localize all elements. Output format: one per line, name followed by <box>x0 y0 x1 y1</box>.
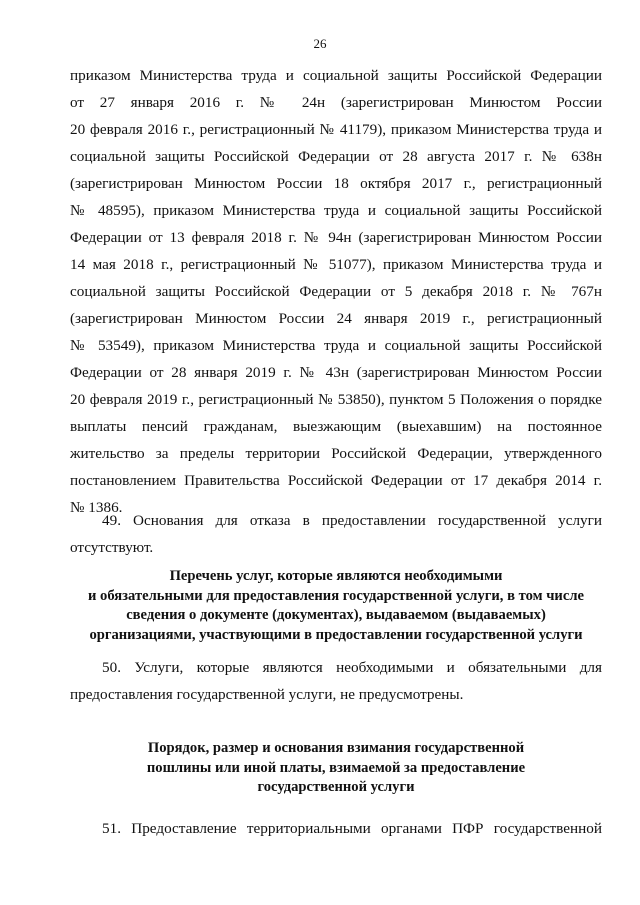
text-line: № 1386. <box>70 499 123 516</box>
text-line: отсутствуют. <box>70 539 154 556</box>
text-line: 50. Услуги, которые являются необходимыми и обязательными для <box>102 659 602 676</box>
text-line: № 48595), приказом Министерства труда и социальной защиты Российской <box>70 202 602 219</box>
text-line: (зарегистрирован Минюстом России 18 октября 2017 г., регистрационный <box>70 175 602 192</box>
text-line: жительство за пределы территории Российской Федерации, утвержденного <box>70 445 602 462</box>
text-line: Федерации от 13 февраля 2018 г. № 94н (зарегистрирован Минюстом России <box>70 229 602 246</box>
text-line: от 27 января 2016 г. № 24н (зарегистрирован Минюстом России <box>70 94 602 111</box>
text-line: Федерации от 28 января 2019 г. № 43н (зарегистрирован Минюстом России <box>70 364 602 381</box>
heading-line: государственной услуги <box>257 779 415 795</box>
text-line: 49. Основания для отказа в предоставлении государственной услуги <box>102 512 602 529</box>
page-number: 26 <box>313 36 327 51</box>
text-line: приказом Министерства труда и социальной защиты Российской Федерации <box>70 67 602 84</box>
text-line: (зарегистрирован Минюстом России 24 января 2019 г., регистрационный <box>70 310 602 327</box>
heading-line: сведения о документе (документах), выдаваемом (выдаваемых) <box>126 607 546 623</box>
heading-line: и обязательными для предоставления государственной услуги, в том числе <box>88 587 584 604</box>
text-line: социальной защиты Российской Федерации от 5 декабря 2018 г. № 767н <box>70 283 602 300</box>
text-line: 20 февраля 2016 г., регистрационный № 41179), приказом Министерства труда и <box>70 121 602 138</box>
paragraph-50 <box>70 654 602 708</box>
text-line: 14 мая 2018 г., регистрационный № 51077), приказом Министерства труда и <box>70 256 602 273</box>
text-line: социальной защиты Российской Федерации от 28 августа 2017 г. № 638н <box>70 148 602 165</box>
heading-line: организациями, участвующими в предоставлении государственной услуги <box>89 626 583 643</box>
text-line: 20 февраля 2019 г., регистрационный № 53850), пунктом 5 Положения о порядке <box>70 391 602 408</box>
text-line: № 53549), приказом Министерства труда и социальной защиты Российской <box>70 337 602 354</box>
section-heading-services-list <box>52 567 620 645</box>
text-line: постановлением Правительства Российской Федерации от 17 декабря 2014 г. <box>70 472 602 489</box>
heading-line: Перечень услуг, которые являются необходимыми <box>169 568 503 584</box>
paragraph-48-continuation <box>70 62 602 521</box>
text-line: 51. Предоставление территориальными органами ПФР государственной <box>102 820 602 837</box>
section-heading-fees <box>70 739 602 798</box>
paragraph-51 <box>70 815 602 842</box>
heading-line: Порядок, размер и основания взимания государственной <box>147 740 525 756</box>
heading-line: пошлины или иной платы, взимаемой за предоставление <box>146 759 526 776</box>
paragraph-49 <box>70 507 602 561</box>
text-line: предоставления государственной услуги, не предусмотрены. <box>70 686 464 703</box>
text-line: выплаты пенсий гражданам, выезжающим (выехавшим) на постоянное <box>70 418 602 435</box>
